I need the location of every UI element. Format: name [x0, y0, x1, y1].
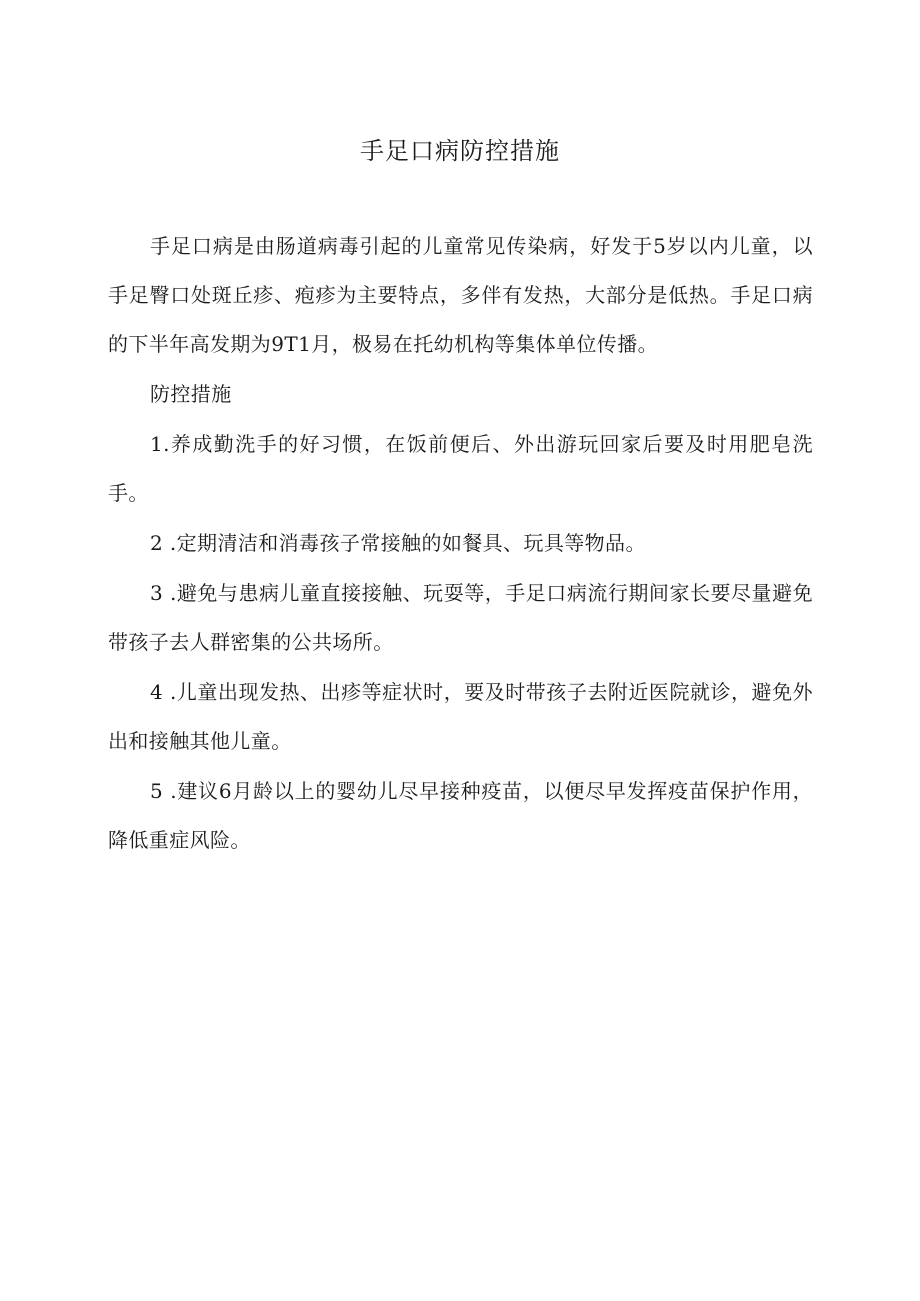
measure-item-1: 1.养成勤洗手的好习惯，在饭前便后、外出游玩回家后要及时用肥皂洗手。 [108, 432, 813, 505]
document-title: 手足口病防控措施 [360, 137, 560, 165]
measure-item-4: 4 .儿童出现发热、出疹等症状时，要及时带孩子去附近医院就诊，避免外出和接触其他儿童。 [108, 680, 813, 753]
intro-paragraph: 手足口病是由肠道病毒引起的儿童常见传染病，好发于5岁以内儿童，以手足臀口处斑丘疹、疱疹为主要特点，多伴有发热，大部分是低热。手足口病的下半年高发期为9T1月，极易在托幼机构等集体单位传播。 [108, 234, 813, 356]
measure-item-2: 2 .定期清洁和消毒孩子常接触的如餐具、玩具等物品。 [150, 531, 646, 555]
document-body [108, 222, 813, 865]
measure-item-3: 3 .避免与患病儿童直接接触、玩耍等，手足口病流行期间家长要尽量避免带孩子去人群密集的公共场所。 [108, 581, 813, 654]
measure-item-5: 5 .建议6月龄以上的婴幼儿尽早接种疫苗，以便尽早发挥疫苗保护作用，降低重症风险。 [108, 779, 813, 852]
section-heading: 防控措施 [150, 382, 232, 406]
